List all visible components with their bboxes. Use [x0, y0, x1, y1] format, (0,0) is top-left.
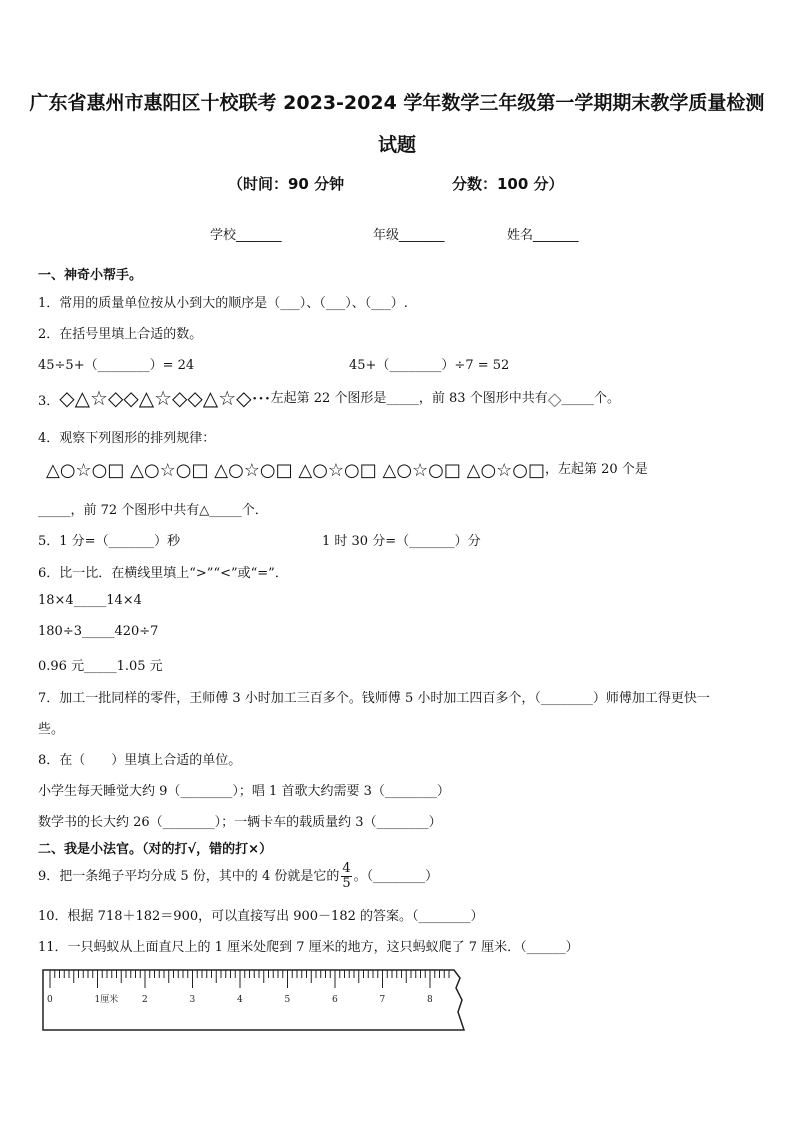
score-info: 分数：100 分）: [452, 175, 564, 193]
question-6b: 180÷3_____420÷7: [38, 624, 159, 639]
question-8: 8．在（ ）里填上合适的单位。: [38, 753, 242, 768]
question-4-tail: ，左起第 20 个是: [545, 462, 648, 477]
question-4-pattern: [46, 460, 648, 481]
ruler-label: 7: [379, 995, 386, 1005]
doc-title-line1: 广东省惠州市惠阳区十校联考 2023-2024 学年数学三年级第一学期期末教学质量检测: [29, 92, 765, 114]
ruler-label: 1厘米: [94, 995, 119, 1005]
question-3-number: 3．: [38, 394, 60, 409]
question-9: [38, 862, 438, 891]
time-info: （时间：90 分钟: [228, 175, 345, 193]
fraction-numerator: 4: [342, 861, 351, 876]
shape-sequence-3: ◇△☆◇◇△☆◇◇△☆◇···: [59, 386, 271, 410]
ruler-image: [42, 968, 472, 1032]
question-6a: 18×4_____14×4: [38, 593, 142, 608]
fraction-four-fifths: [341, 862, 351, 891]
question-9-tail: 。（________）: [353, 869, 439, 884]
doc-title-line2: 试题: [377, 134, 416, 156]
ruler-label: 6: [332, 995, 338, 1005]
section-2-heading: 二、我是小法官。（对的打√，错的打×）: [38, 842, 273, 857]
question-10: 10．根据 718＋182＝900，可以直接写出 900－182 的答案。（________）: [38, 909, 484, 924]
question-8b: 数学书的长大约 26（________）；一辆卡车的载质量约 3（________）: [38, 815, 442, 830]
question-3-tail: _____个。: [561, 391, 621, 406]
question-2a: 45÷5+（________）= 24: [38, 358, 195, 373]
question-8a: 小学生每天睡觉大约 9（________）；唱 1 首歌大约需要 3（________）: [38, 784, 450, 799]
question-11: 11．一只蚂蚁从上面直尺上的 1 厘米处爬到 7 厘米的地方，这只蚂蚁爬了 7 厘米．（______）: [38, 940, 579, 955]
question-3: [38, 386, 620, 410]
question-5a: 5．1 分=（_______）秒: [38, 534, 181, 549]
question-7: 7．加工一批同样的零件，王师傅 3 小时加工三百多个。钱师傅 5 小时加工四百多个，（________）师傅加工得更快一: [38, 691, 710, 706]
grade-field[interactable]: 年级_______: [373, 228, 445, 243]
name-field[interactable]: 姓名_______: [507, 228, 579, 243]
question-9-text: 9．把一条绳子平均分成 5 份，其中的 4 份就是它的: [38, 869, 340, 884]
question-5b: 1 时 30 分=（_______）分: [322, 534, 481, 549]
question-1: 1．常用的质量单位按从小到大的顺序是（___）、（___）、（___）.: [38, 296, 408, 311]
diamond-icon: ◇: [547, 389, 562, 410]
question-3-text: 左起第 22 个图形是_____，前 83 个图形中共有: [270, 391, 548, 406]
question-6: 6．比一比．在横线里填上“>”“<”或“=”．: [38, 566, 288, 581]
section-1-heading: 一、神奇小帮手。: [38, 268, 143, 283]
question-7-cont: 些。: [38, 722, 65, 737]
ruler-label: 4: [237, 995, 243, 1005]
question-6c: 0.96 元_____1.05 元: [38, 659, 163, 674]
question-4-line2: _____，前 72 个图形中共有△_____个．: [38, 503, 268, 518]
school-field[interactable]: 学校_______: [210, 228, 282, 243]
question-2b: 45+（________）÷7 = 52: [349, 358, 510, 373]
ruler-label: 3: [189, 995, 196, 1005]
ruler-label: 2: [142, 995, 148, 1005]
question-4: 4．观察下列图形的排列规律：: [38, 431, 216, 446]
fraction-denominator: 5: [342, 876, 351, 891]
question-2: 2．在括号里填上合适的数。: [38, 327, 203, 342]
shape-sequence-4: △○☆○□ △○☆○□ △○☆○□ △○☆○□ △○☆○□ △○☆○□: [46, 460, 545, 481]
ruler-label: 5: [284, 995, 291, 1005]
ruler-label: 0: [47, 995, 53, 1005]
ruler-label: 8: [427, 995, 433, 1005]
